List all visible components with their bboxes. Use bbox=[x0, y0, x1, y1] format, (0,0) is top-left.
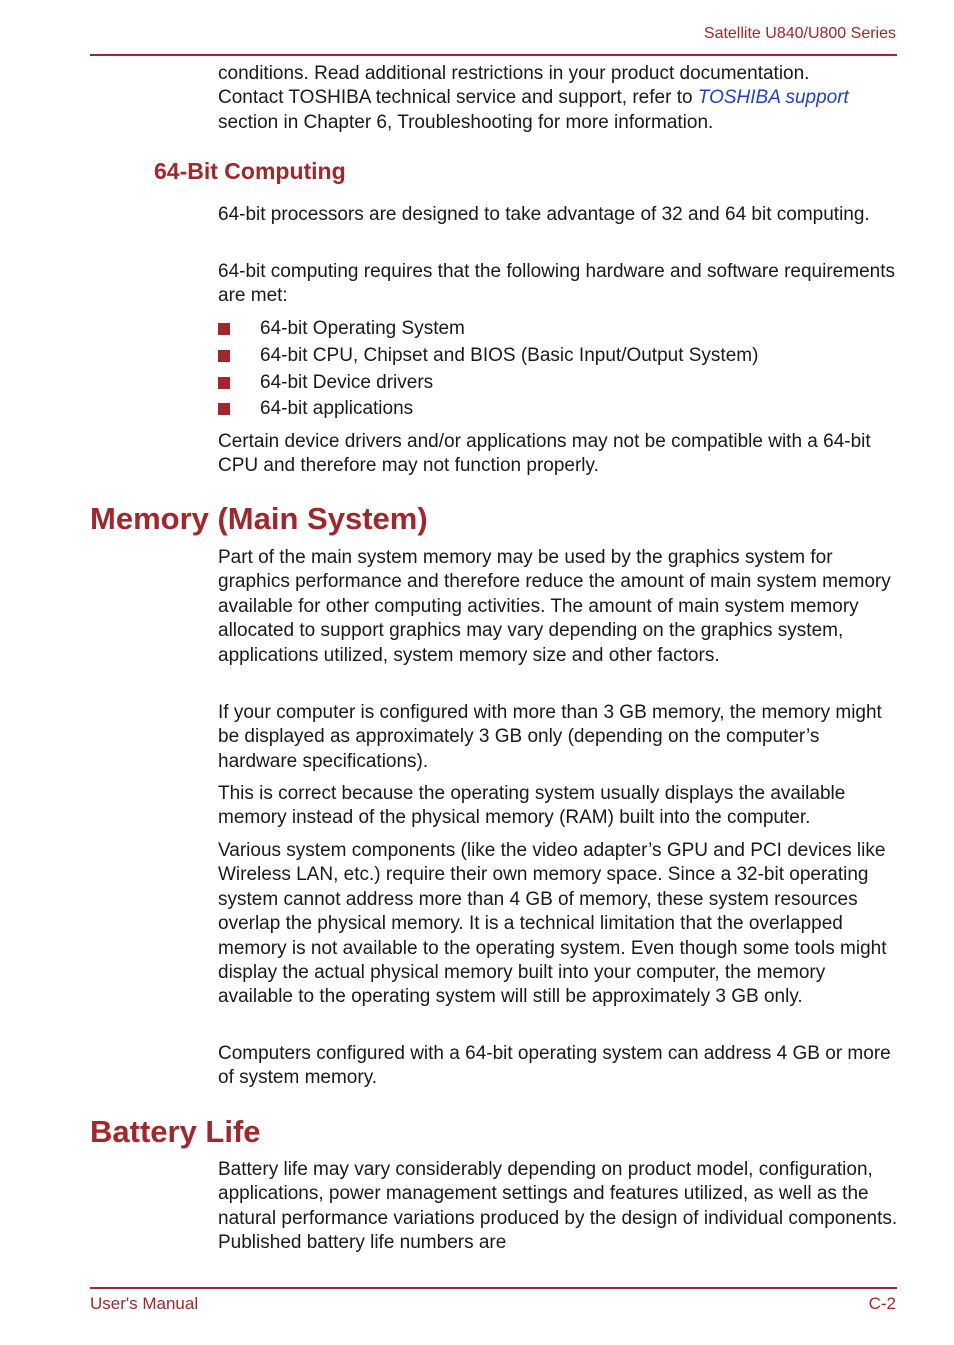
paragraph-battery-1: Battery life may vary considerably depending on product model, configuration, applications, power management settings and features utilized, as well as the natural performance variations produced by the design of individual components. Published battery life numbers are bbox=[218, 1159, 898, 1254]
footer-rule bbox=[90, 1287, 897, 1289]
footer-manual-title: User's Manual bbox=[90, 1294, 199, 1313]
intro-line-2: Contact TOSHIBA technical service and support, refer to bbox=[218, 87, 698, 109]
paragraph-64bit-3: Certain device drivers and/or applications may not be compatible with a 64-bit CPU and therefore may not function properly. bbox=[218, 431, 871, 477]
requirements-list bbox=[218, 316, 758, 423]
list-item-text: 64-bit CPU, Chipset and BIOS (Basic Input/Output System) bbox=[260, 344, 759, 366]
intro-line-3: section in Chapter 6, Troubleshooting for more information. bbox=[218, 111, 714, 133]
bullet-square-icon bbox=[218, 350, 230, 362]
paragraph-memory-2: If your computer is configured with more than 3 GB memory, the memory might be displayed as approximately 3 GB only (depending on the computer’s hardware specifications). bbox=[218, 702, 882, 772]
bullet-square-icon bbox=[218, 377, 230, 389]
page-number: C-2 bbox=[868, 1294, 896, 1313]
toshiba-support-link[interactable]: TOSHIBA support bbox=[697, 87, 849, 109]
list-item bbox=[218, 343, 758, 370]
paragraph-64bit-1: 64-bit processors are designed to take advantage of 32 and 64 bit computing. bbox=[218, 204, 870, 225]
bullet-square-icon bbox=[218, 403, 230, 415]
list-item-text: 64-bit Device drivers bbox=[260, 371, 434, 393]
section-heading-memory: Memory (Main System) bbox=[90, 501, 428, 536]
intro-line-1: conditions. Read additional restrictions in your product documentation. bbox=[218, 63, 810, 84]
list-item-text: 64-bit applications bbox=[260, 398, 414, 420]
bullet-square-icon bbox=[218, 323, 230, 335]
paragraph-memory-4: Various system components (like the video adapter’s GPU and PCI devices like Wireless LAN, etc.) require their own memory space. Since a 32-bit operating system cannot address more than 4 GB of memory, these system resources overlap the physical memory. It is a technical limitation that the overlapped memory is not available to the operating system. Even though some tools might display the actual physical memory built into your computer, the memory available to the operating system will still be approximately 3 GB only. bbox=[218, 840, 887, 1008]
list-item-text: 64-bit Operating System bbox=[260, 318, 465, 339]
intro-paragraph bbox=[218, 62, 898, 135]
section-heading-battery: Battery Life bbox=[90, 1114, 261, 1149]
running-header: Satellite U840/U800 Series bbox=[703, 25, 896, 42]
list-item bbox=[218, 370, 758, 397]
paragraph-memory-3: This is correct because the operating system usually displays the available memory instead of the physical memory (RAM) built into the computer. bbox=[218, 783, 846, 829]
section-heading-64bit: 64-Bit Computing bbox=[154, 158, 346, 184]
header-rule bbox=[90, 54, 897, 56]
list-item bbox=[218, 396, 758, 423]
paragraph-memory-1: Part of the main system memory may be used by the graphics system for graphics performance and therefore reduce the amount of main system memory available for other computing activities. The amount of main system memory allocated to support graphics may vary depending on the graphics system, applications utilized, system memory size and other factors. bbox=[218, 547, 891, 666]
list-item bbox=[218, 316, 758, 343]
paragraph-memory-5: Computers configured with a 64-bit operating system can address 4 GB or more of system memory. bbox=[218, 1043, 891, 1089]
paragraph-64bit-2: 64-bit computing requires that the following hardware and software requirements are met: bbox=[218, 261, 895, 307]
